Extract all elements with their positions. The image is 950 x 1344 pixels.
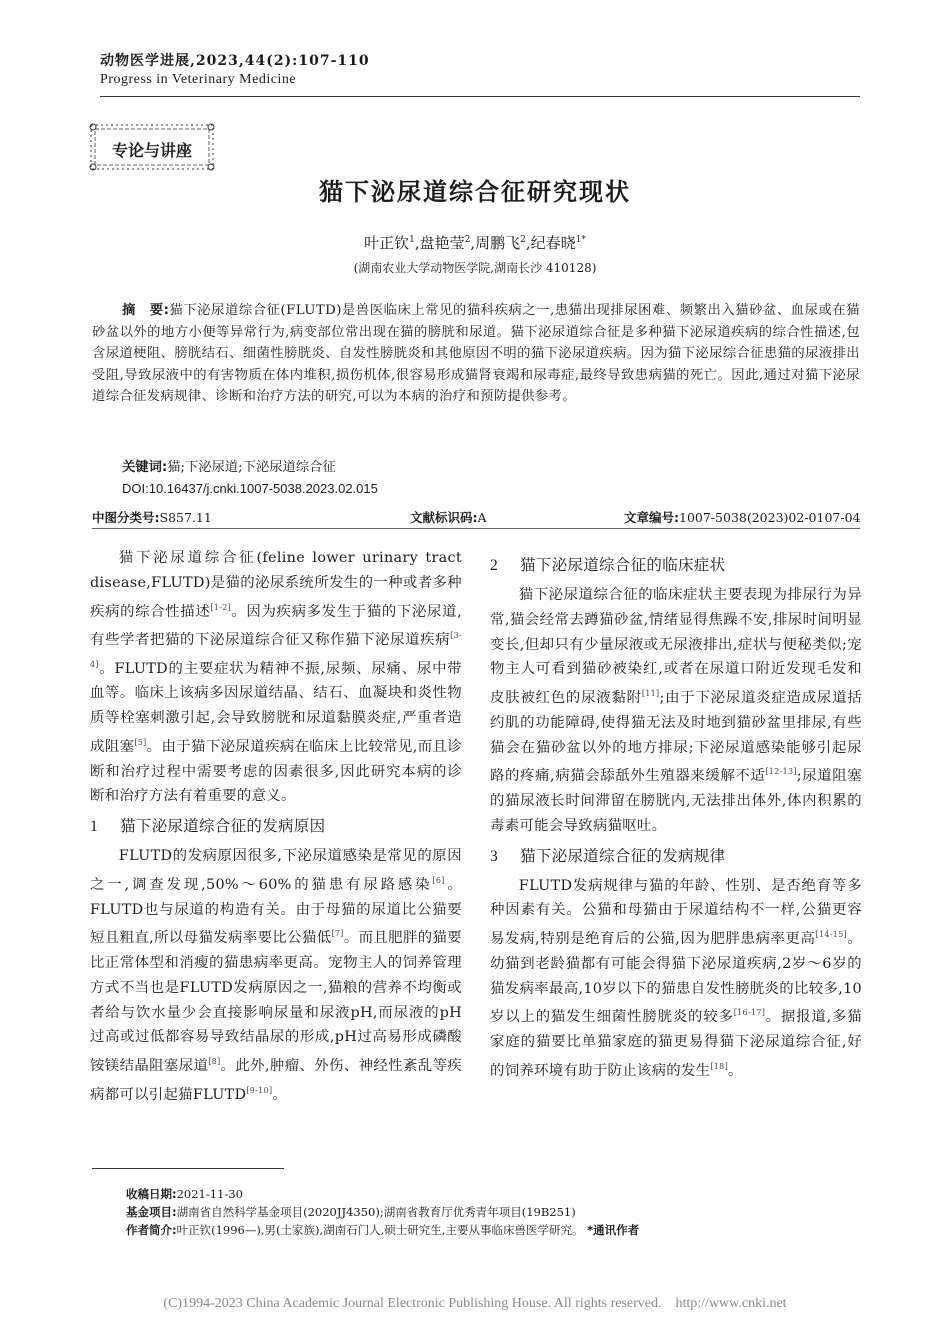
meta-divider bbox=[92, 528, 860, 529]
body-right-column bbox=[490, 552, 862, 1083]
copyright-watermark: (C)1994-2023 China Academic Journal Electronic Publishing House. All rights reserved. http://www.cnki.net bbox=[163, 1296, 787, 1311]
abstract bbox=[92, 300, 860, 408]
affiliation: (湖南农业大学动物医学院,湖南长沙 410128) bbox=[353, 261, 597, 275]
author-bio: 作者简介:叶正钦(1996—),男(土家族),湖南石门人,硕士研究生,主要从事临床兽医学研究。 *通讯作者 bbox=[126, 1223, 640, 1237]
article-label: 文章编号: bbox=[624, 510, 679, 525]
journal-header-en: Progress in Veterinary Medicine bbox=[100, 72, 297, 87]
citation: [7] bbox=[331, 929, 344, 939]
abstract-label: 摘 要: bbox=[122, 303, 170, 318]
citation: [16-17] bbox=[733, 1008, 766, 1018]
section-heading-2: 2 猫下泌尿道综合征的临床症状 bbox=[490, 556, 726, 574]
citation: [11] bbox=[641, 689, 660, 699]
citation: [12-13] bbox=[765, 767, 797, 777]
article-number bbox=[624, 508, 860, 526]
clc-label: 中图分类号: bbox=[92, 510, 160, 525]
section-1-paragraph: FLUTD的发病原因很多,下泌尿道感染是常见的原因之一,调查发现,50%～60%的猫患有尿路感染[6]。FLUTD也与尿道的构造有关。由于母猫的尿道比公猫要短且粗直,所以母猫发病率要比公猫低[7]。而且肥胖的猫要比正常体型和消瘦的猫患病率更高。宠物主人的饲养管理方式不当也是FLUTD发病原因之一,猫粮的营养不均衡或者给与饮水量少会直接影响尿量和尿液pH,而尿液的pH过高或过低都容易导致结晶尿的形成,pH过高易形成磷酸铵镁结晶阻塞尿道[8]。此外,肿瘤、外伤、神经性紊乱等疾病都可以引起猫FLUTD[9-10]。 bbox=[90, 848, 462, 1103]
citation: [3-4] bbox=[90, 631, 462, 669]
author-mark: 2 bbox=[520, 235, 526, 245]
doc-code bbox=[410, 508, 487, 526]
author-name: 叶正钦 bbox=[364, 234, 410, 252]
doc-value: A bbox=[477, 510, 487, 525]
author-name: 盘艳莹 bbox=[419, 234, 465, 252]
keywords-text: 猫;下泌尿道;下泌尿道综合征 bbox=[167, 460, 336, 475]
author-list: 叶正钦$^1$,盘艳莹$^2$,周鹏飞$^2$,纪春晓$^{1*}$ bbox=[364, 234, 586, 252]
author-name: 周鹏飞 bbox=[475, 234, 521, 252]
author-mark: 1* bbox=[575, 235, 586, 245]
keywords-label: 关键词: bbox=[122, 460, 168, 475]
article-title: 猫下泌尿道综合征研究现状 bbox=[319, 178, 631, 206]
keywords bbox=[122, 456, 336, 475]
abstract-text: 猫下泌尿道综合征(FLUTD)是兽医临床上常见的猫科疾病之一,患猫出现排尿困难、频繁出入猫砂盆、血尿或在猫砂盆以外的地方小便等异常行为,病变部位常出现在猫的膀胱和尿道。猫下泌尿道综合征是多种猫下泌尿道疾病的综合性描述,包含尿道梗阻、膀胱结石、细菌性膀胱炎、自发性膀胱炎和其他原因不明的猫下泌尿道疾病。因为猫下泌尿综合征患猫的尿液排出受阻,导致尿液中的有害物质在体内堆积,损伤机体,很容易形成猫肾衰竭和尿毒症,最终导致患病猫的死亡。因此,通过对猫下泌尿道综合征发病规律、诊断和治疗方法的研究,可以为本病的治疗和预防提供参考。 bbox=[92, 303, 860, 404]
section-heading-3: 3 猫下泌尿道综合征的发病规律 bbox=[490, 846, 726, 865]
footnote-divider bbox=[92, 1168, 284, 1169]
journal-header: 动物医学进展,2023,44(2):107-110 bbox=[100, 53, 370, 69]
received-date: 收稿日期:2021-11-30 bbox=[126, 1187, 243, 1201]
citation: [14-15] bbox=[815, 930, 847, 940]
section-heading-1: 1 猫下泌尿道综合征的发病原因 bbox=[90, 817, 326, 836]
author-name: 纪春晓 bbox=[530, 234, 576, 252]
citation: [5] bbox=[134, 737, 147, 747]
doi: DOI:10.16437/j.cnki.1007-5038.2023.02.015 bbox=[122, 481, 378, 496]
author-mark: 1 bbox=[409, 235, 415, 245]
citation: [9-10] bbox=[246, 1085, 273, 1095]
section-2-paragraph: 猫下泌尿道综合征的临床症状主要表现为排尿行为异常,猫会经常去蹲猫砂盆,情绪显得焦躁不安,排尿时间明显变长,但却只有少量尿液或无尿液排出,症状与便秘类似;宠物主人可看到猫砂被染红,或者在尿道口附近发现毛发和皮肤被红色的尿液黏附[11];由于下泌尿道炎症造成尿道括约肌的功能障碍,使得猫无法及时地到猫砂盆里排尿,有些猫会在猫砂盆以外的地方排尿;下泌尿道感染能够引起尿路的疼痛,病猫会舔舐外生殖器来缓解不适[12-13];尿道阻塞的猫尿液长时间滞留在膀胱内,无法排出体外,体内积累的毒素可能会导致病猫呕吐。 bbox=[490, 587, 862, 834]
clc-value: S857.11 bbox=[159, 510, 212, 525]
author-mark: 2 bbox=[464, 235, 471, 245]
header-divider bbox=[100, 96, 860, 97]
footnotes bbox=[126, 1185, 639, 1239]
column-label: 专论与讲座 bbox=[111, 141, 192, 160]
doc-label: 文献标识码: bbox=[410, 510, 478, 525]
citation: [8] bbox=[208, 1057, 221, 1067]
intro-paragraph: 猫下泌尿道综合征(feline lower urinary tract disease,FLUTD)是猫的泌尿系统所发生的一种或者多种疾病的综合性描述[1-2]。因为疾病多发生于猫的下泌尿道,有些学者把猫的下泌尿道综合征又称作猫下泌尿道疾病[3-4]。FLUTD的主要症状为精神不振,尿频、尿痛、尿中带血等。临床上该病多因尿道结晶、结石、血凝块和炎性物质等栓塞刺激引起,会导致膀胱和尿道黏膜炎症,严重者造成阻塞[5]。由于猫下泌尿道疾病在临床上比较常见,而且诊断和治疗过程中需要考虑的因素很多,因此研究本病的诊断和治疗方法有着重要的意义。 bbox=[90, 550, 462, 805]
section-3-paragraph: FLUTD发病规律与猫的年龄、性别、是否绝育等多种因素有关。公猫和母猫由于尿道结构不一样,公猫更容易发病,特别是绝育后的公猫,因为肥胖患病率更高[14-15]。幼猫到老龄猫都有可能会得猫下泌尿道疾病,2岁～6岁的猫发病率最高,10岁以下的猫患自发性膀胱炎的比较多,10岁以上的猫发生细菌性膀胱炎的较多[16-17]。据报道,多猫家庭的猫要比单猫家庭的猫更易得猫下泌尿道综合征,好的饲养环境有助于防止该病的发生[18]。 bbox=[490, 877, 862, 1079]
citation: [18] bbox=[710, 1061, 728, 1071]
citation: [1-2] bbox=[210, 602, 232, 612]
article-value: 1007-5038(2023)02-0107-04 bbox=[679, 510, 861, 525]
column-label-badge bbox=[88, 122, 216, 172]
body-left-column bbox=[90, 546, 462, 1107]
fund-info: 基金项目:湖南省自然科学基金项目(2020JJ4350);湖南省教育厅优秀青年项目(19B251) bbox=[126, 1205, 576, 1219]
clc-number bbox=[92, 508, 212, 526]
citation: [6] bbox=[432, 875, 445, 885]
